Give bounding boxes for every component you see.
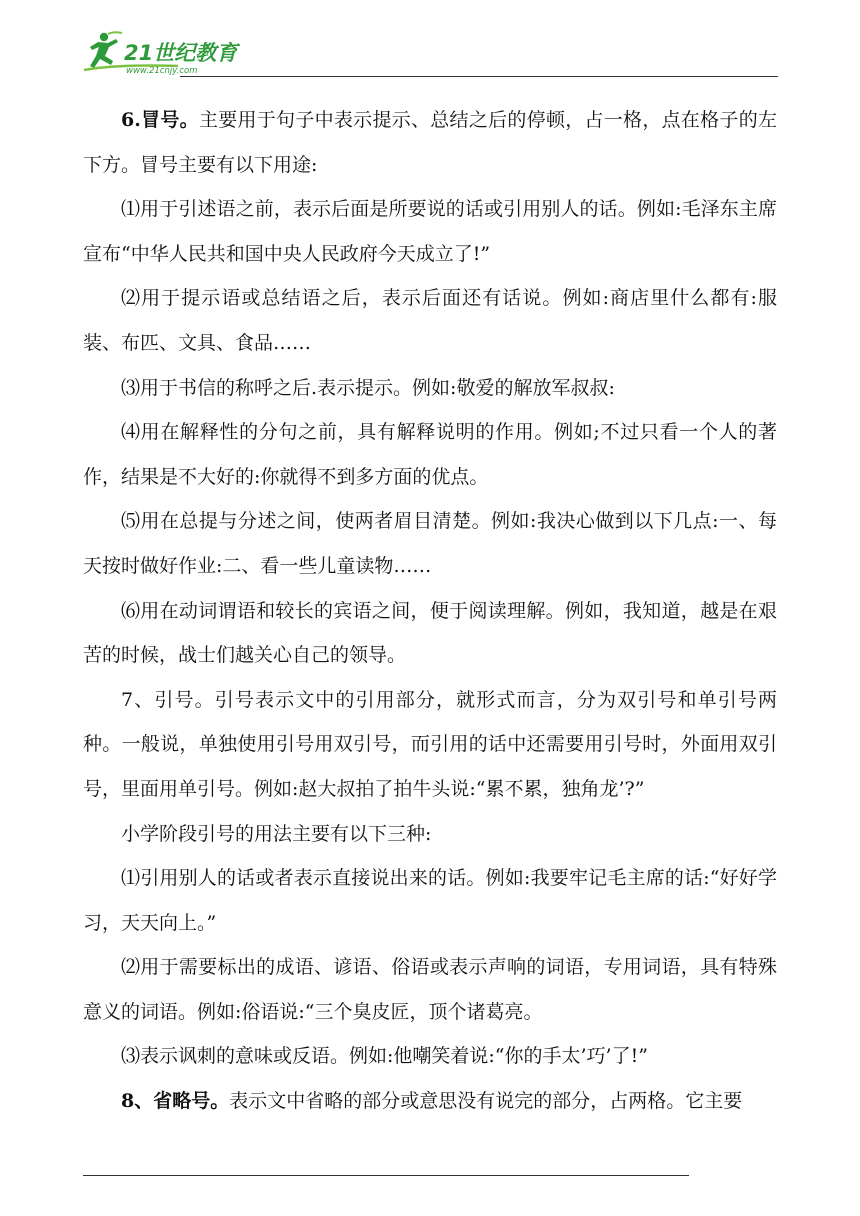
paragraph-colon-intro: 6.冒号。主要用于句子中表示提示、总结之后的停顿，占一格，点在格子的左下方。冒号主要有以下用途: [83, 109, 777, 176]
paragraph-colon-1: ⑴用于引述语之前，表示后面是所要说的话或引用别人的话。例如:毛泽东主席宣布“中华人民共和国中央人民政府今天成立了!” [83, 198, 777, 265]
paragraph-quote-intro: 7、引号。引号表示文中的引用部分，就形式而言，分为双引号和单引号两种。一般说，单独使用引号用双引号，而引用的话中还需要用引号时，外面用双引号，里面用单引号。例如:赵大叔拍了拍牛头说:“累不累，独角龙’?” [83, 688, 777, 800]
paragraph-quote-2: ⑵用于需要标出的成语、谚语、俗语或表示声响的词语，专用词语，具有特殊意义的词语。例如:俗语说:“三个臭皮匠，顶个诸葛亮。 [83, 956, 777, 1023]
paragraph-quote-usage: 小学阶段引号的用法主要有以下三种: [121, 822, 432, 845]
logo-text: 21世纪教育 [124, 41, 238, 65]
document-body [83, 98, 777, 1124]
paragraph-colon-2: ⑵用于提示语或总结语之后，表示后面还有话说。例如:商店里什么都有:服装、布匹、文具、食品…… [83, 287, 777, 354]
paragraph-colon-5: ⑸用在总提与分述之间，使两者眉目清楚。例如:我决心做到以下几点:一、每天按时做好作业:二、看一些儿童读物…… [83, 510, 777, 577]
paragraph-colon-6: ⑹用在动词谓语和较长的宾语之间，便于阅读理解。例如，我知道，越是在艰苦的时候，战士们越关心自己的领导。 [83, 599, 777, 667]
paragraph-colon-3: ⑶用于书信的称呼之后.表示提示。例如:敬爱的解放军叔叔: [121, 376, 615, 399]
paragraph-quote-1: ⑴引用别人的话或者表示直接说出来的话。例如:我要牢记毛主席的话:“好好学习，天天向上。” [83, 867, 777, 934]
runner-icon [90, 33, 118, 68]
paragraph-ellipsis-intro: 8、省略号。表示文中省略的部分或意思没有说完的部分，占两格。它主要 [121, 1090, 743, 1113]
21cnjy-logo [78, 30, 258, 76]
footer-rule [83, 1175, 689, 1176]
header-rule [180, 76, 778, 77]
page-header [78, 28, 778, 80]
paragraph-quote-3: ⑶表示讽刺的意味或反语。例如:他嘲笑着说:“你的手太’巧’了!” [121, 1045, 648, 1068]
paragraph-colon-4: ⑷用在解释性的分句之前，具有解释说明的作用。例如;不过只看一个人的著作，结果是不大好的:你就得不到多方面的优点。 [83, 421, 777, 488]
logo-url: www.21cnjy.com [126, 66, 198, 76]
